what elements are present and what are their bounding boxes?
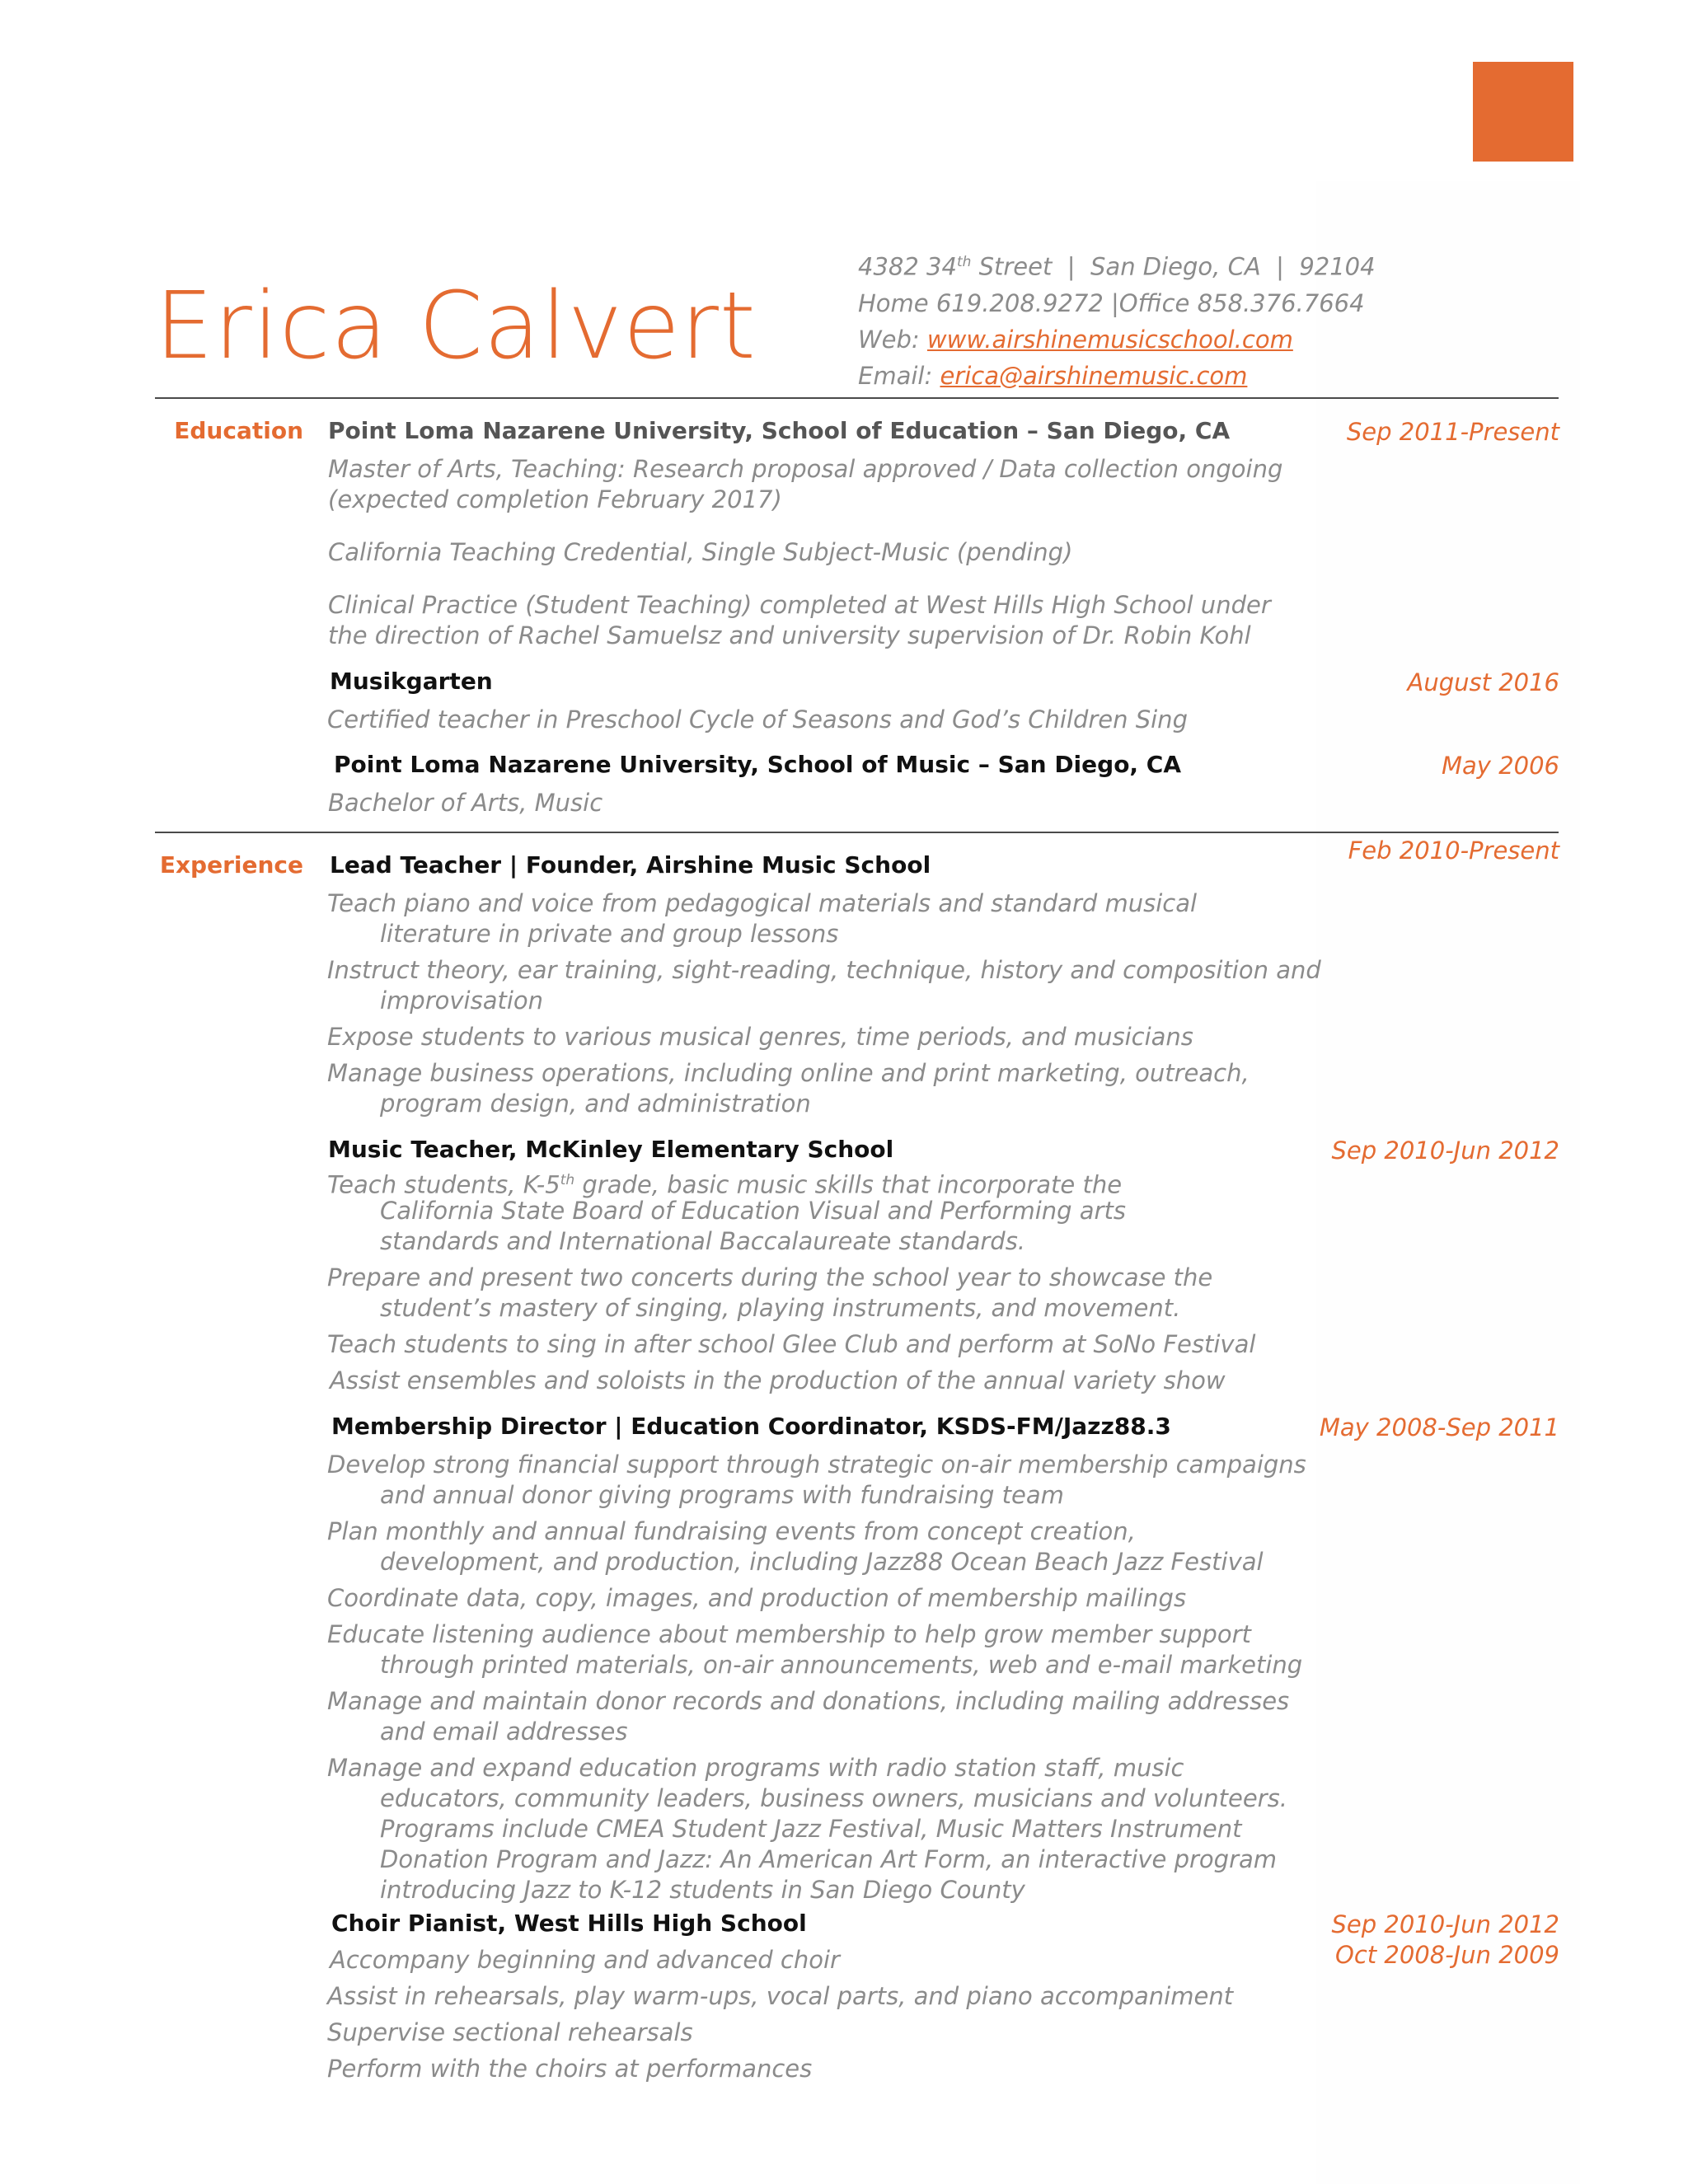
line-superscript: th — [560, 1172, 575, 1188]
education-entry-date: Sep 2011-Present — [1346, 418, 1559, 446]
education-entry-title: Point Loma Nazarene University, School of Music – San Diego, CA — [334, 751, 1182, 778]
line-text: Teach students, K-5 — [327, 1170, 560, 1199]
entry-line: Educate listening audience about membership to help grow member support — [327, 1620, 1251, 1648]
experience-entry-title: Lead Teacher | Founder, Airshine Music School — [330, 851, 931, 879]
entry-line: Manage and maintain donor records and donations, including mailing addresses — [327, 1687, 1290, 1715]
entry-line: (expected completion February 2017) — [328, 485, 782, 513]
entry-line: literature in private and group lessons — [380, 920, 839, 948]
entry-line: introducing Jazz to K-12 students in San Diego County — [380, 1876, 1025, 1904]
experience-entry-date: Feb 2010-Present — [1348, 837, 1559, 865]
entry-line: Assist ensembles and soloists in the production of the annual variety show — [330, 1366, 1226, 1394]
header-divider — [155, 397, 1559, 399]
education-label: Education — [174, 417, 303, 444]
entry-line: Expose students to various musical genres, time periods, and musicians — [327, 1023, 1193, 1051]
education-entry-title: Point Loma Nazarene University, School of Education – San Diego, CA — [328, 417, 1231, 444]
contact-block — [858, 244, 1376, 394]
web-label: Web: — [858, 325, 927, 354]
address-line — [858, 244, 1376, 285]
entry-line: Accompany beginning and advanced choir — [330, 1946, 840, 1974]
entry-line: Instruct theory, ear training, sight-reading, technique, history and composition and — [327, 956, 1321, 984]
experience-entry-title: Membership Director | Education Coordinator, KSDS-FM/Jazz88.3 — [331, 1413, 1171, 1440]
entry-line: Teach piano and voice from pedagogical materials and standard musical — [327, 889, 1198, 917]
entry-line: Coordinate data, copy, images, and production of membership mailings — [327, 1584, 1187, 1612]
education-entry-date: August 2016 — [1407, 668, 1559, 696]
candidate-name: Erica Calvert — [155, 273, 757, 380]
accent-square — [1473, 62, 1573, 162]
entry-line: through printed materials, on-air announcements, web and e-mail marketing — [380, 1651, 1303, 1679]
entry-line: Master of Arts, Teaching: Research proposal approved / Data collection ongoing — [328, 455, 1283, 483]
entry-line: the direction of Rachel Samuelsz and university supervision of Dr. Robin Kohl — [328, 621, 1251, 649]
entry-line: California State Board of Education Visual and Performing arts — [380, 1197, 1126, 1225]
web-link[interactable]: www.airshinemusicschool.com — [926, 325, 1293, 354]
education-entry-title: Musikgarten — [330, 668, 493, 695]
entry-line: Programs include CMEA Student Jazz Festival, Music Matters Instrument — [380, 1815, 1242, 1843]
experience-entry-title: Choir Pianist, West Hills High School — [331, 1910, 807, 1937]
email-link[interactable]: erica@airshinemusic.com — [940, 361, 1248, 390]
entry-line: Bachelor of Arts, Music — [328, 789, 603, 817]
entry-line: Prepare and present two concerts during the school year to showcase the — [327, 1263, 1213, 1291]
entry-line: Manage and expand education programs with radio station staff, music — [327, 1754, 1184, 1782]
page-shade — [1316, 181, 1580, 2184]
entry-line: standards and International Baccalaureate standards. — [380, 1227, 1026, 1255]
education-entry-date: May 2006 — [1442, 752, 1559, 780]
address-rest: Street | San Diego, CA | 92104 — [971, 252, 1376, 281]
email-label: Email: — [858, 361, 940, 390]
entry-line: Teach students to sing in after school Glee Club and perform at SoNo Festival — [327, 1330, 1256, 1358]
entry-line: California Teaching Credential, Single Subject-Music (pending) — [328, 538, 1073, 566]
entry-line: development, and production, including Jazz88 Ocean Beach Jazz Festival — [380, 1548, 1264, 1576]
entry-line: Assist in rehearsals, play warm-ups, vocal parts, and piano accompaniment — [327, 1982, 1234, 2010]
experience-entry-title: Music Teacher, McKinley Elementary School — [328, 1136, 894, 1163]
line-text: grade, basic music skills that incorporate the — [574, 1170, 1123, 1199]
section-divider — [155, 832, 1559, 833]
entry-line: educators, community leaders, business owners, musicians and volunteers. — [380, 1784, 1287, 1812]
entry-line: Manage business operations, including online and print marketing, outreach, — [327, 1059, 1250, 1087]
address-number: 4382 34 — [858, 252, 957, 281]
entry-line: Develop strong financial support through strategic on-air membership campaigns — [327, 1451, 1306, 1479]
entry-line: Plan monthly and annual fundraising events from concept creation, — [327, 1517, 1136, 1545]
experience-entry-date: Sep 2010-Jun 2012 — [1331, 1910, 1559, 1938]
experience-entry-date-secondary: Oct 2008-Jun 2009 — [1335, 1941, 1559, 1969]
address-superscript: th — [956, 254, 972, 270]
entry-line: program design, and administration — [380, 1090, 811, 1118]
email-line — [858, 358, 1376, 394]
entry-line: and email addresses — [380, 1718, 628, 1746]
entry-line: student’s mastery of singing, playing instruments, and movement. — [380, 1294, 1181, 1322]
experience-label: Experience — [159, 851, 303, 879]
entry-line: and annual donor giving programs with fundraising team — [380, 1481, 1064, 1509]
entry-line: Donation Program and Jazz: An American Art Form, an interactive program — [380, 1845, 1278, 1873]
web-line — [858, 321, 1376, 358]
phone-line: Home 619.208.9272 |Office 858.376.7664 — [858, 288, 1365, 317]
entry-line: Clinical Practice (Student Teaching) completed at West Hills High School under — [328, 591, 1271, 619]
entry-line: Certified teacher in Preschool Cycle of Seasons and God’s Children Sing — [327, 705, 1188, 733]
entry-line: Perform with the choirs at performances — [327, 2055, 813, 2083]
entry-line: improvisation — [380, 987, 544, 1015]
entry-line: Supervise sectional rehearsals — [327, 2018, 693, 2046]
experience-entry-date: Sep 2010-Jun 2012 — [1331, 1137, 1559, 1165]
experience-entry-date: May 2008-Sep 2011 — [1319, 1413, 1559, 1441]
